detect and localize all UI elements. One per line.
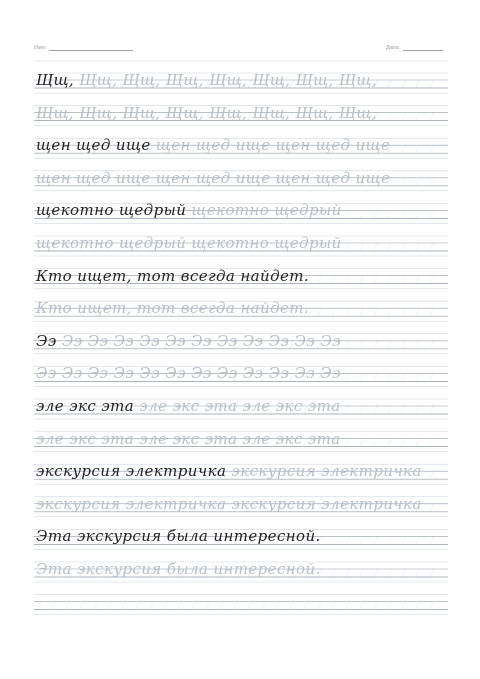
sample-text: Ээ xyxy=(36,331,57,350)
date-label: Дата: xyxy=(386,45,400,51)
row-text xyxy=(36,529,321,544)
sample-text: эле экс эта xyxy=(36,397,135,415)
row-text xyxy=(36,203,342,218)
row-text xyxy=(36,73,377,88)
name-label: Имя: xyxy=(34,45,47,51)
row-text xyxy=(36,168,391,187)
sample-text: Эта экскурсия была интересной. xyxy=(36,527,321,546)
trace-text: щен щед ище щен щед ище щен щед ище xyxy=(36,168,391,187)
row-text xyxy=(36,494,422,513)
sample-text: Щщ, xyxy=(36,71,75,89)
trace-text: Ээ Ээ Ээ Ээ Ээ Ээ Ээ Ээ Ээ Ээ Ээ Ээ xyxy=(36,364,341,383)
trace-text: Щщ, Щщ, Щщ, Щщ, Щщ, Щщ, Щщ, Щщ, xyxy=(36,103,377,122)
practice-row xyxy=(34,582,448,622)
row-text xyxy=(36,331,341,350)
trace-text: щен щед ище щен щед ище xyxy=(150,136,391,155)
trace-text: экскурсия электричка экскурсия электричка xyxy=(36,494,422,513)
row-text xyxy=(36,464,422,479)
row-text xyxy=(36,562,321,577)
sample-text: щен щед ище xyxy=(36,136,151,155)
row-text xyxy=(36,399,341,414)
trace-text: эле экс эта эле экс эта эле экс эта xyxy=(36,429,341,448)
row-text xyxy=(36,236,342,251)
trace-text: Ээ Ээ Ээ Ээ Ээ Ээ Ээ Ээ Ээ Ээ Ээ xyxy=(56,331,341,350)
trace-text: щекотно щедрый xyxy=(186,201,342,220)
trace-text: щекотно щедрый щекотно щедрый xyxy=(36,234,342,252)
trace-text: эле экс эта эле экс эта xyxy=(134,397,341,415)
trace-text: экскурсия электричка xyxy=(226,462,422,481)
row-text xyxy=(36,301,309,316)
trace-text: Кто ищет, тот всегда найдет. xyxy=(36,299,310,318)
row-text xyxy=(36,429,341,448)
sample-text: Кто ищет, тот всегда найдет. xyxy=(36,266,310,285)
row-text xyxy=(36,103,377,122)
sample-text: щекотно щедрый xyxy=(36,201,187,220)
row-text xyxy=(36,138,390,153)
trace-text: Щщ, Щщ, Щщ, Щщ, Щщ, Щщ, Щщ, xyxy=(74,71,377,89)
row-text xyxy=(36,266,310,285)
sample-text: экскурсия электричка xyxy=(36,462,227,481)
trace-text: Эта экскурсия была интересной. xyxy=(36,560,321,578)
row-text xyxy=(36,366,341,381)
